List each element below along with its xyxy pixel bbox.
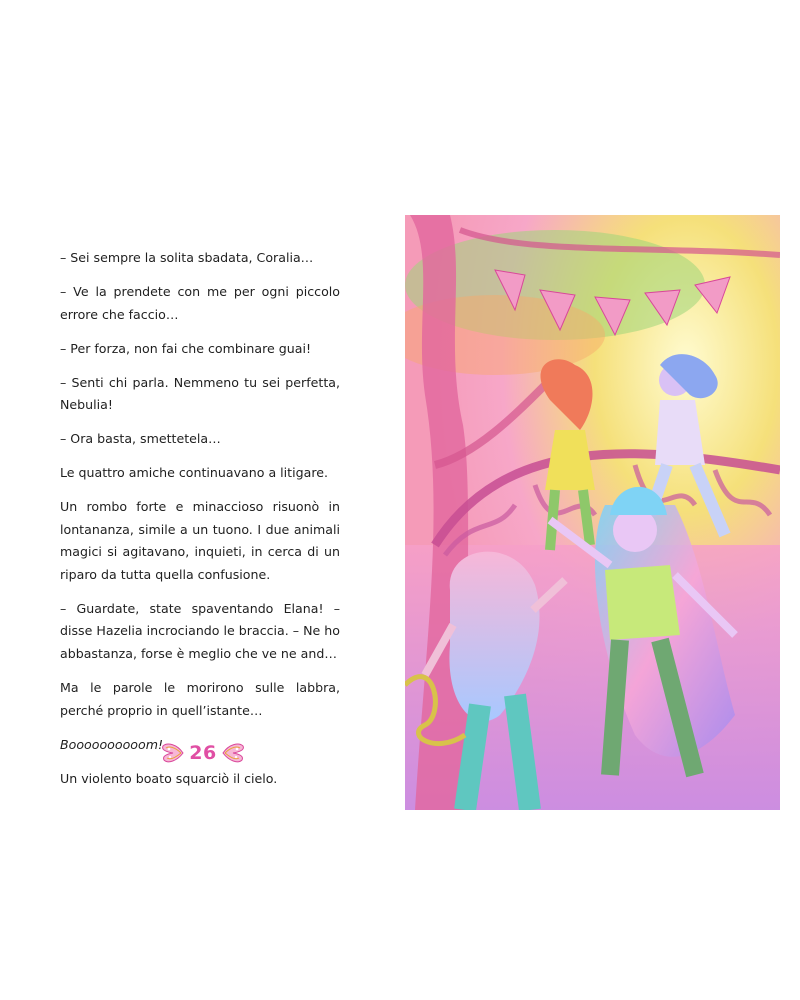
body-text: [60, 247, 340, 790]
sound-effect-paragraph: Boooooooooom!: [60, 736, 164, 752]
paragraph: – Per forza, non fai che combinare guai!: [60, 340, 311, 356]
paragraph: – Senti chi parla. Nemmeno tu sei perfetta, Nebulia!: [60, 374, 340, 413]
paragraph: – Guardate, state spaventando Elana! – disse Hazelia incrociando le braccia. – Ne ho abbastanza, forse è meglio che ve ne and…: [60, 600, 340, 662]
paragraph: – Ora basta, smettetela…: [60, 431, 221, 447]
butterfly-wing-icon: [161, 742, 185, 764]
page-number-folio: [160, 738, 246, 768]
story-illustration: [405, 215, 780, 810]
paragraph: Le quattro amiche continuavano a litigare.: [60, 465, 328, 481]
paragraph: Un rombo forte e minaccioso risuonò in lontananza, simile a un tuono. I due animali magici si agitavano, inquieti, in cerca di un riparo da tutta quella confusione.: [60, 499, 340, 582]
paragraph: Un violento boato squarciò il cielo.: [60, 770, 278, 786]
paragraph: Ma le parole le morirono sulle labbra, perché proprio in quell’istante…: [60, 680, 340, 718]
paragraph: – Sei sempre la solita sbadata, Coralia…: [60, 250, 314, 265]
paragraph: – Ve la prendete con me per ogni piccolo errore che faccio…: [60, 283, 340, 322]
page-number: 26: [189, 742, 217, 764]
butterfly-wing-icon: [221, 742, 245, 764]
